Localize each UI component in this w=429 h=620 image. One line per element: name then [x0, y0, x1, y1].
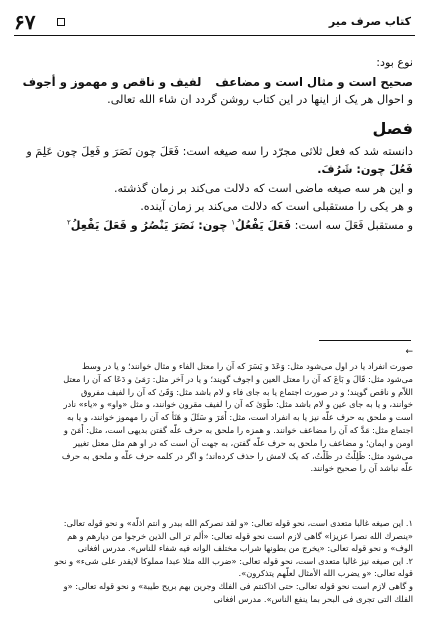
- footnote-line: می‌شود مثل: ظَلِلْتُ در ظَلْتُ، که یک لامش را حذف کرده‌اند؛ و اگر در کلمه حرف علّه و ملحق به حرف: [61, 450, 413, 461]
- footnote-note-line: قوله تعالی: «و یضرب الله الأمثال لعلّهم یتذكرون».: [238, 568, 413, 579]
- footnotes: [16, 517, 413, 605]
- footnote-line: خوانند، و یا به جای عین و لام باشد مثل: طَوَىٰ که آن را لفیف مقرون خوانند، و مثل «واو» و «یاء» نادر: [63, 399, 413, 410]
- footnote-separator: [319, 340, 411, 341]
- future-forms-line: [18, 217, 413, 236]
- future-line-prefix: و مستقبل فَعَلَ سه است:: [291, 218, 413, 232]
- footnote-line: صورت انفراد یا در اول می‌شود مثل: وَعَدَ و يَسَرَ که آن را معتل الفاء و مثال خوانند؛ و یا در وسط: [82, 361, 413, 371]
- footnote-note-line: و گاهی لازم است نحو قوله تعالی: حتی اذاكنتم فی الفلك وجرین بهم بریح طیبة» و نحو قوله تعالی: «و: [63, 580, 413, 591]
- footnote-note-line: الفلك التی تجری فی البحر بما ینفع الناس». مدرس افغانی: [213, 593, 413, 604]
- continuation-arrow-icon: ←: [405, 347, 413, 357]
- future-form-1: فَعَلَ يَفْعُلُ: [235, 218, 292, 232]
- closing-line: و احوال هر یک از اینها در این کتاب روشن گردد ان شاء الله تعالی.: [107, 93, 413, 106]
- body-line-4: و هر یکی را مستقبلی است که دلالت می‌کند بر زمان آینده.: [140, 200, 413, 213]
- footnote-ref-1: ١: [231, 217, 236, 226]
- body-line-1: دانسته شد که فعل ثلاثی مجرّد را سه صیغه است: فَعَلَ چون نَصَرَ و فَعِلَ چون عَلِمَ و: [26, 144, 413, 158]
- verb-types-left: لفیف و ناقص و مهموز و أجوف: [22, 74, 202, 89]
- footnote-note-line: الوف» و نحو قوله تعالی: «یخرج من بطونها شراب مختلف الوانه فیه شفاء للناس». مدرس افغانی: [77, 543, 413, 554]
- footnote-line: اللاّم و ناقص گویند؛ و در صورت اجتماع یا به جای فاء و لام باشد مثل: وَقَىٰ که آن را لفیف مفروق: [80, 386, 413, 397]
- footnote-note-line: «ینصرك الله نصرا عزیزا» گاهی لازم است نحو قوله تعالی: «ألم تر الى الذین خرجوا من دیارهم و هم: [67, 530, 413, 541]
- footnote-line: اومن و ایمان؛ و مضاعف را ملحق به حرف علّه گفتن، به جهت آن است که در او هم مثل معتل تغییر: [73, 437, 413, 448]
- footnote-line: می‌شود مثل: قَالَ و بَاعَ که آن را معتل العین و اجوف گویند؛ و یا در آخر مثل: رَمَىٰ و دَعَا که آن را معتل: [63, 373, 413, 384]
- page-header: [14, 10, 415, 34]
- verb-types-right: صحیح است و مثال است و مضاعف: [215, 74, 413, 89]
- footnote-note-line: ۲. این صیغه نیز غالبا متعدی است، نحو قوله تعالی: «ضرب الله مثلا عبدا مملوكا لایقدر علی شیء» و نحو: [54, 555, 413, 566]
- footnote-ref-2: ٢: [66, 217, 71, 226]
- page-number: ۶۷: [14, 10, 36, 34]
- main-text: [18, 54, 413, 235]
- intro-line: نوع بود:: [376, 56, 413, 69]
- future-form-2: چون: نَصَرَ يَنْصُرُ و فَعَلَ يَفْعِلُ: [70, 218, 232, 232]
- body-line-2: فَعُلَ چون: شَرُفَ.: [317, 163, 413, 176]
- footnote-line: است و ملحق به حرف علّه نیز یا به انفراد است، مثل: أَمَرَ و سَئَلَ و هَنَأَ که آن را مهموز خوانند، و یا به: [67, 412, 413, 423]
- footnote-note-line: ۱. این صیغه غالبا متعدی است، نحو قوله تعالی: «و لقد نصركم الله ببدر و انتم اذلّة» و نحو قوله تعالی:: [63, 518, 413, 528]
- header-square-ornament: [57, 18, 65, 26]
- running-title: کتاب صرف میر: [328, 15, 411, 28]
- footnote-continuation: [16, 360, 413, 475]
- verb-types-line: [18, 73, 413, 92]
- footnote-line: اجتماع مثل: مَدَّ که آن را مضاعف خوانند. و همزه را ملحق به حرف علّه گفتن بدیهی است، مثل: أَمَنَ و: [63, 424, 413, 435]
- footnote-line: علّه نباشد آن را صحیح خوانند.: [310, 463, 413, 474]
- body-line-3: و این هر سه صیغه ماضی است که دلالت می‌کند بر زمان گذشته.: [113, 181, 413, 195]
- header-rule: [14, 35, 415, 36]
- section-heading: فصل: [372, 118, 413, 138]
